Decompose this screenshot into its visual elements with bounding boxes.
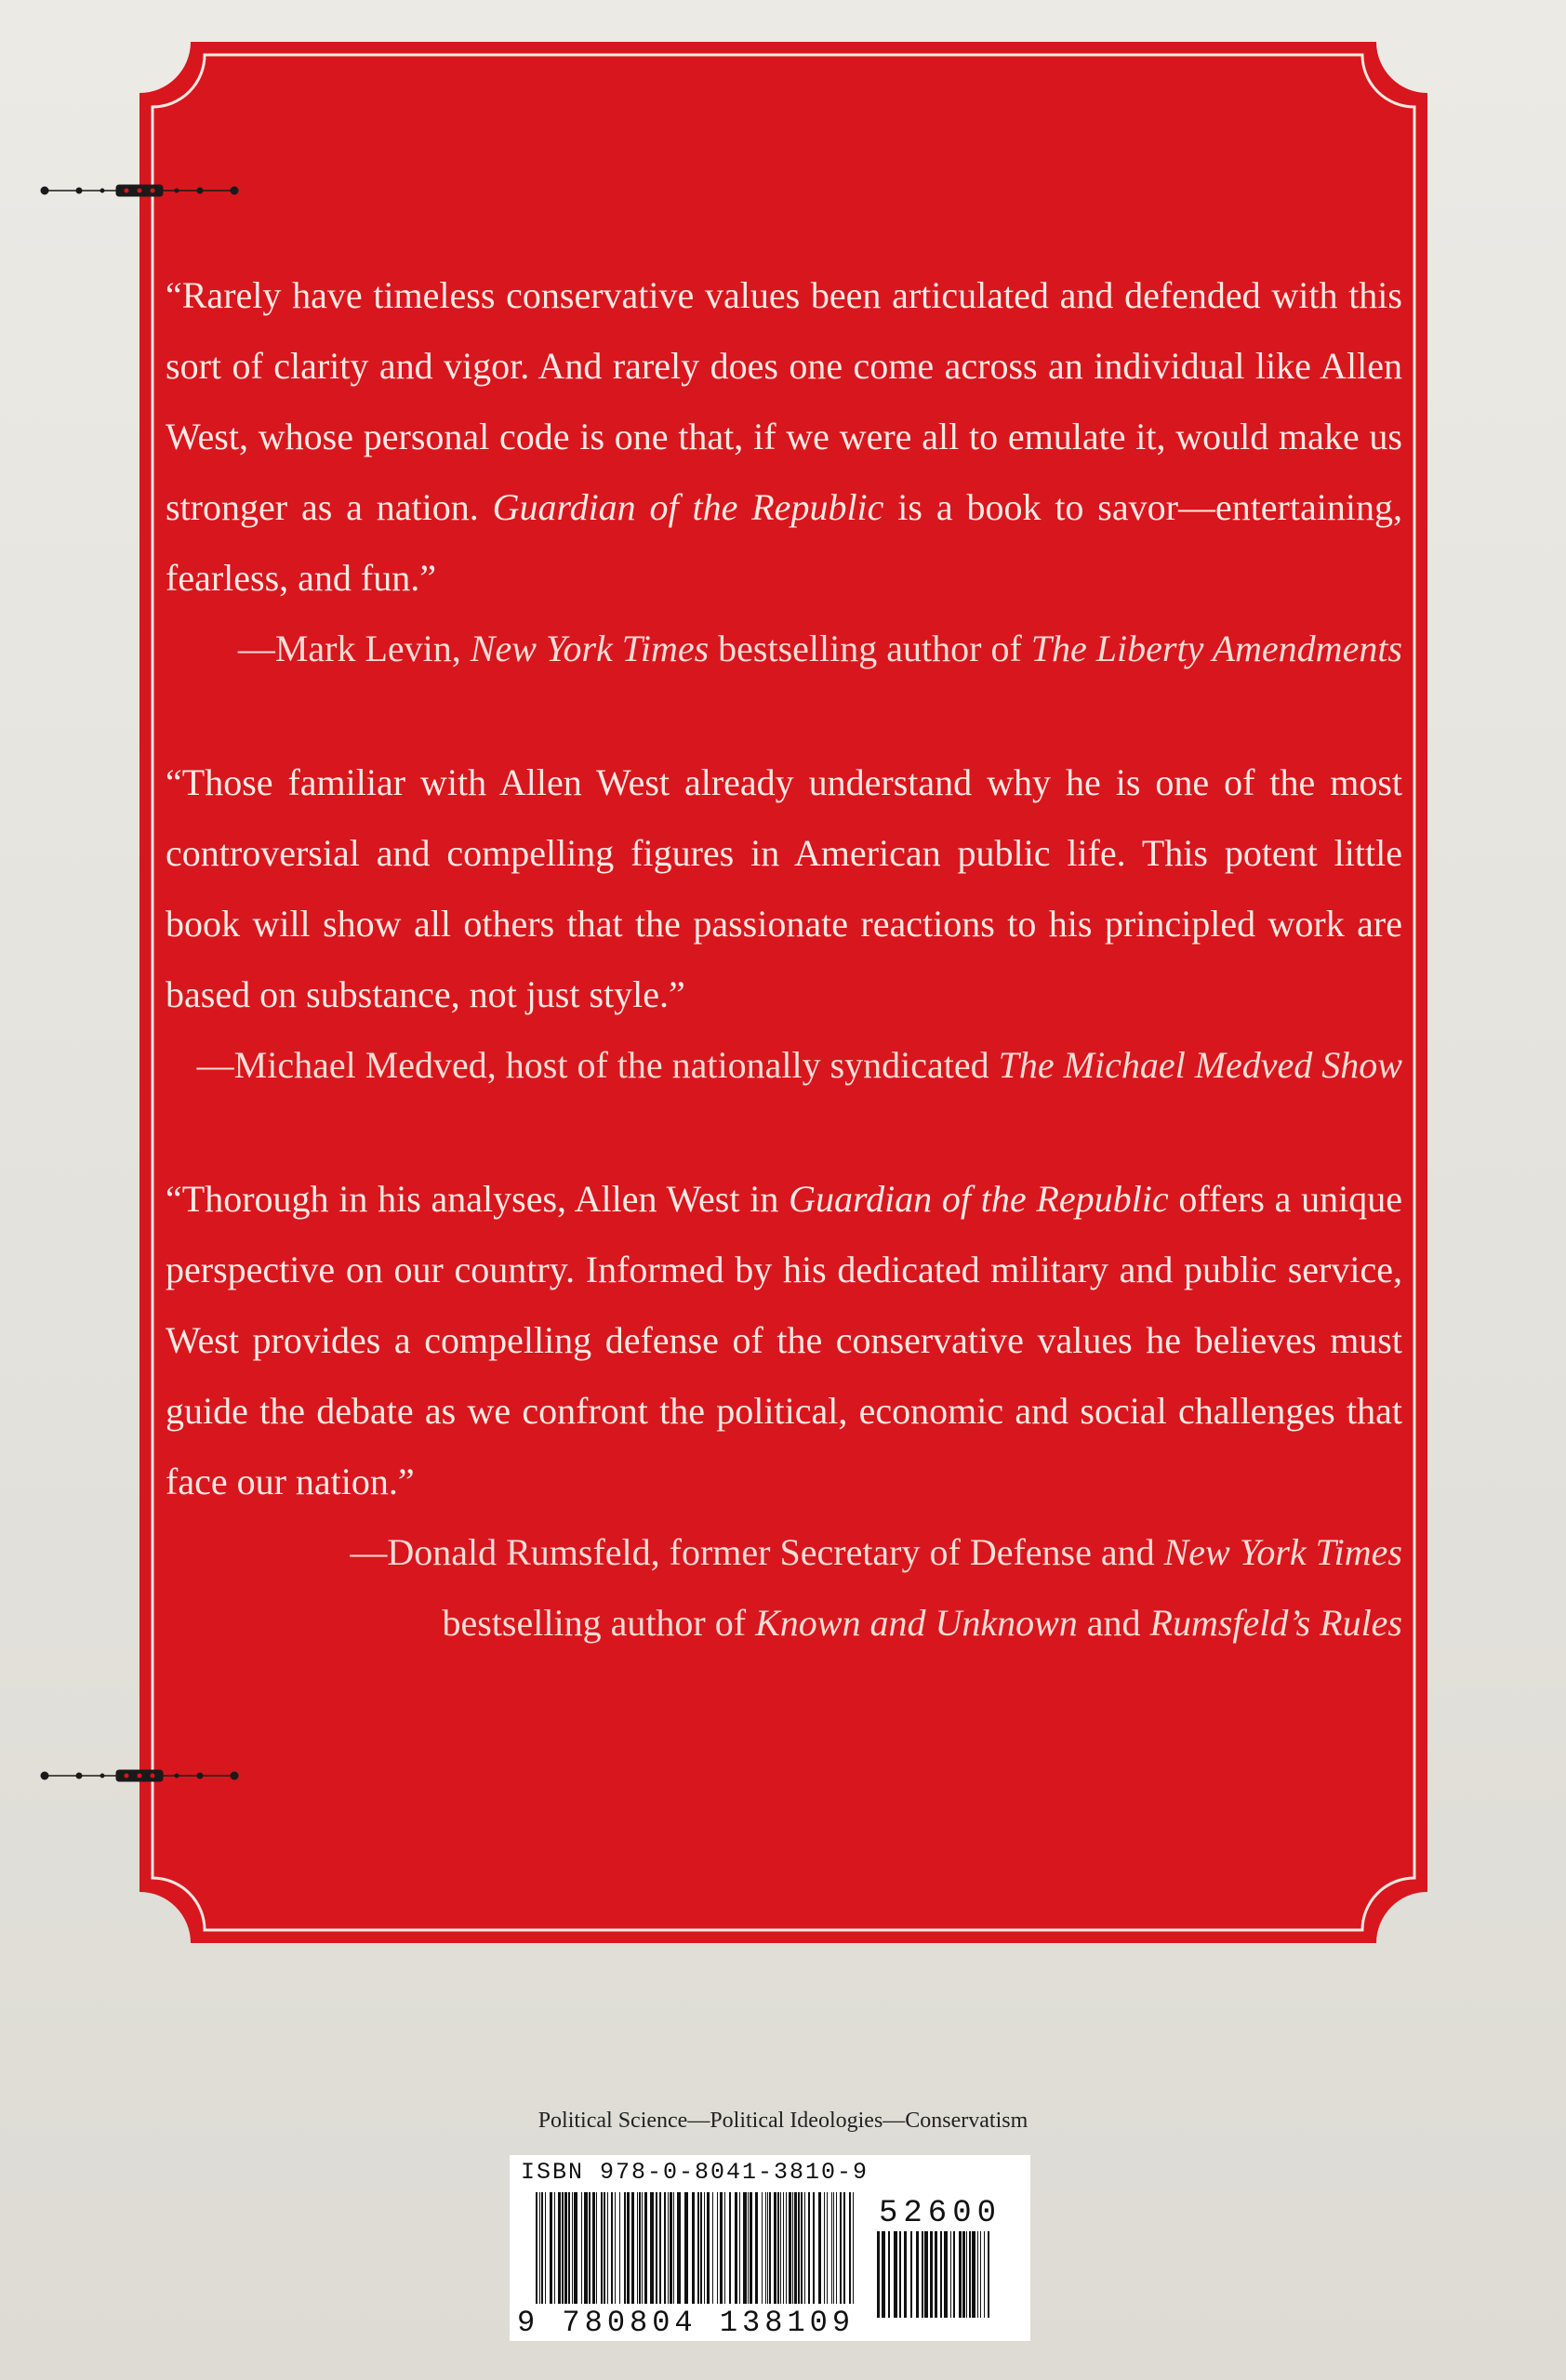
blurb-text: “Rarely have timeless conservative values been articulated and defended with this sort of clarity and vigor. And rarely does one come across an individual like Allen West, whose personal code is one that, if we were all to emulate it, would make us stronger as a nation. xyxy=(166,274,1402,528)
publication-title: New York Times xyxy=(470,628,710,669)
publication-title: New York Times xyxy=(1163,1531,1402,1573)
book-title: Guardian of the Republic xyxy=(492,486,884,528)
show-title: The Michael Medved Show xyxy=(998,1044,1402,1086)
bisac-category: Political Science—Political Ideologies—Conservatism xyxy=(537,2109,1029,2133)
book-title: The Liberty Amendments xyxy=(1030,628,1402,669)
blurb-rumsfeld xyxy=(166,1164,1402,1517)
blurb-text: is a book to savor—entertaining, fearless, and fun.” xyxy=(166,486,1402,599)
attribution-text: bestselling author of xyxy=(709,628,1031,669)
blurb-text: offers a unique perspective on our country. Informed by his dedicated military and public service, West provides a compelling defense of the conservative values he believes must guide the debate as we confront the political, economic and social challenges that face our nation.” xyxy=(166,1178,1403,1502)
spacer xyxy=(166,684,1402,747)
attribution-rumsfeld-line1 xyxy=(166,1517,1402,1588)
blurbs xyxy=(166,260,1402,1659)
blurb-text: “Those familiar with Allen West already understand why he is one of the most controversial and compelling figures in American public life. This potent little book will show all others that the passionate reactions to his principled work are based on substance, not just style.” xyxy=(166,761,1402,1015)
attribution-text: —Donald Rumsfeld, former Secretary of Defense and xyxy=(350,1531,1164,1573)
blurb-medved xyxy=(166,747,1402,1030)
isbn-label: ISBN 978-0-8041-3810-9 xyxy=(521,2159,869,2186)
bottom-ornament-icon xyxy=(37,1766,242,1785)
attribution-rumsfeld-line2 xyxy=(166,1588,1402,1659)
blurb-text: “Thorough in his analyses, Allen West in xyxy=(166,1178,790,1220)
attribution-levin xyxy=(166,614,1402,684)
spacer xyxy=(166,1101,1402,1164)
blurb-levin xyxy=(166,260,1402,614)
attribution-medved xyxy=(166,1030,1402,1101)
book-title: Guardian of the Republic xyxy=(789,1178,1169,1220)
top-ornament-icon xyxy=(37,181,242,200)
attribution-text: —Mark Levin, xyxy=(237,628,471,669)
price-code: 52600 xyxy=(879,2196,1002,2231)
attribution-text: and xyxy=(1077,1602,1150,1644)
book-title: Known and Unknown xyxy=(755,1602,1078,1644)
attribution-text: bestselling author of xyxy=(442,1602,756,1644)
barcode-number: 9 780804 138109 xyxy=(517,2306,856,2340)
book-title: Rumsfeld’s Rules xyxy=(1149,1602,1402,1644)
attribution-text: —Michael Medved, host of the nationally syndicated xyxy=(196,1044,999,1086)
